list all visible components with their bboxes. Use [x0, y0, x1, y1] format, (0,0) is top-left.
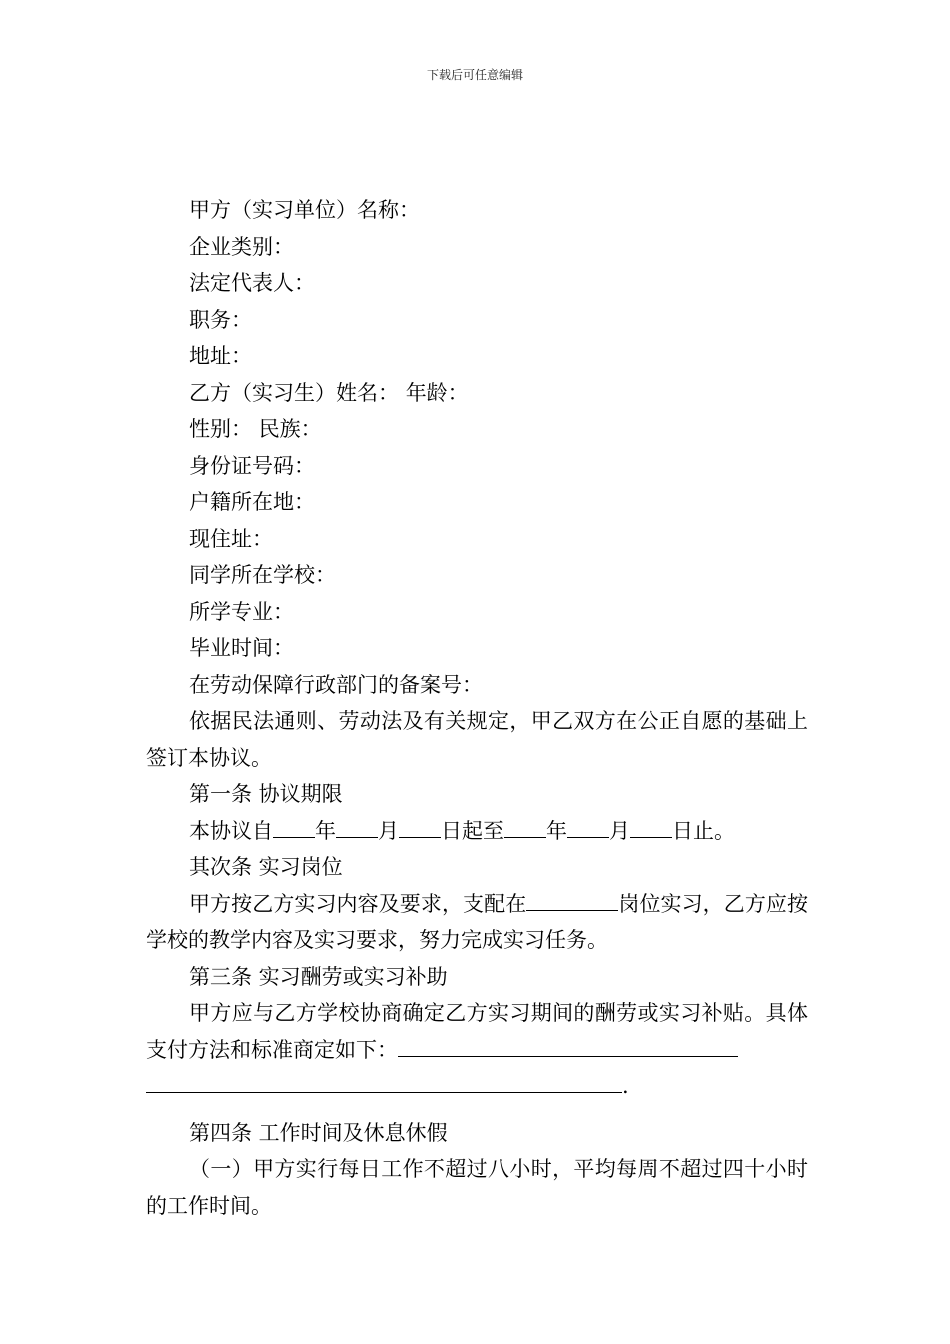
- blank-end-day[interactable]: [630, 813, 672, 838]
- article3-text: 甲方应与乙方学校协商确定乙方实习期间的酬劳或实习补贴。具体支付方法和标准商定如下：: [146, 1001, 808, 1062]
- blank-payment-1[interactable]: [398, 1032, 738, 1057]
- party-b-age-label: 年龄：: [405, 380, 469, 405]
- party-b-id-label: 身份证号码：: [189, 453, 315, 478]
- blank-end-year[interactable]: [504, 813, 546, 838]
- party-a-title-label: 职务：: [189, 307, 252, 332]
- party-b-residence-label: 现住址：: [189, 526, 273, 551]
- header-note: 下载后可任意编辑: [426, 68, 523, 82]
- article3-continuation: [146, 1068, 808, 1105]
- article4-heading: 第四条 工作时间及休息休假: [189, 1120, 448, 1145]
- party-b-major-label: 所学专业：: [189, 599, 294, 624]
- article3-heading: 第三条 实习酬劳或实习补助: [189, 964, 448, 989]
- party-a-rep-label: 法定代表人：: [189, 271, 315, 295]
- article2-paragraph: [146, 886, 808, 959]
- party-b-school-label: 同学所在学校：: [189, 563, 336, 587]
- party-b-graduation-label: 毕业时间：: [189, 636, 294, 660]
- article2-text-end: 岗位实习，乙方应按学校的教学内容及实习要求，努力完成实习任务。: [146, 891, 809, 952]
- party-a-type-label: 企业类别：: [189, 234, 294, 259]
- article1-year1: 年: [315, 818, 336, 843]
- article1-text-start: 本协议自: [189, 818, 273, 843]
- article1-day-from: 日起至: [441, 818, 504, 843]
- article1-year2: 年: [546, 818, 567, 843]
- article2-heading: 其次条 实习岗位: [189, 855, 343, 879]
- party-b-ethnic-label: 民族：: [258, 417, 322, 441]
- article2-text-start: 甲方按乙方实习内容及要求，支配在: [189, 891, 527, 916]
- party-b-name-label: 乙方（实习生）姓名：: [189, 380, 399, 405]
- party-b-name-row: [146, 375, 808, 412]
- party-b-gender-row: [146, 411, 808, 448]
- contract-body: [146, 192, 808, 1224]
- party-b-gender-label: 性别：: [189, 417, 252, 441]
- article1-day-to: 日止。: [672, 818, 735, 843]
- blank-start-year[interactable]: [273, 813, 315, 838]
- party-a-name-label: 甲方（实习单位）名称：: [189, 198, 420, 222]
- blank-start-day[interactable]: [399, 813, 441, 838]
- article1-heading: 第一条 协议期限: [189, 782, 343, 806]
- party-b-household-label: 户籍所在地：: [189, 490, 315, 514]
- blank-end-month[interactable]: [567, 813, 609, 838]
- blank-start-month[interactable]: [336, 813, 378, 838]
- section-gap: [146, 1105, 808, 1115]
- party-b-filing-label: 在劳动保障行政部门的备案号：: [189, 672, 483, 697]
- blank-payment-2[interactable]: [146, 1068, 622, 1093]
- article1-month1: 月: [378, 818, 399, 843]
- article3-paragraph: [146, 995, 808, 1068]
- preamble-paragraph: 依据民法通则、劳动法及有关规定，甲乙双方在公正自愿的基础上签订本协议。: [146, 709, 808, 770]
- blank-position[interactable]: [526, 886, 618, 911]
- article4-item1: （一）甲方实行每日工作不超过八小时，平均每周不超过四十小时的工作时间。: [146, 1157, 808, 1218]
- article1-month2: 月: [609, 818, 630, 843]
- article3-end-mark: .: [622, 1074, 629, 1098]
- article1-term-line: [146, 813, 808, 850]
- party-a-address-label: 地址：: [189, 344, 252, 368]
